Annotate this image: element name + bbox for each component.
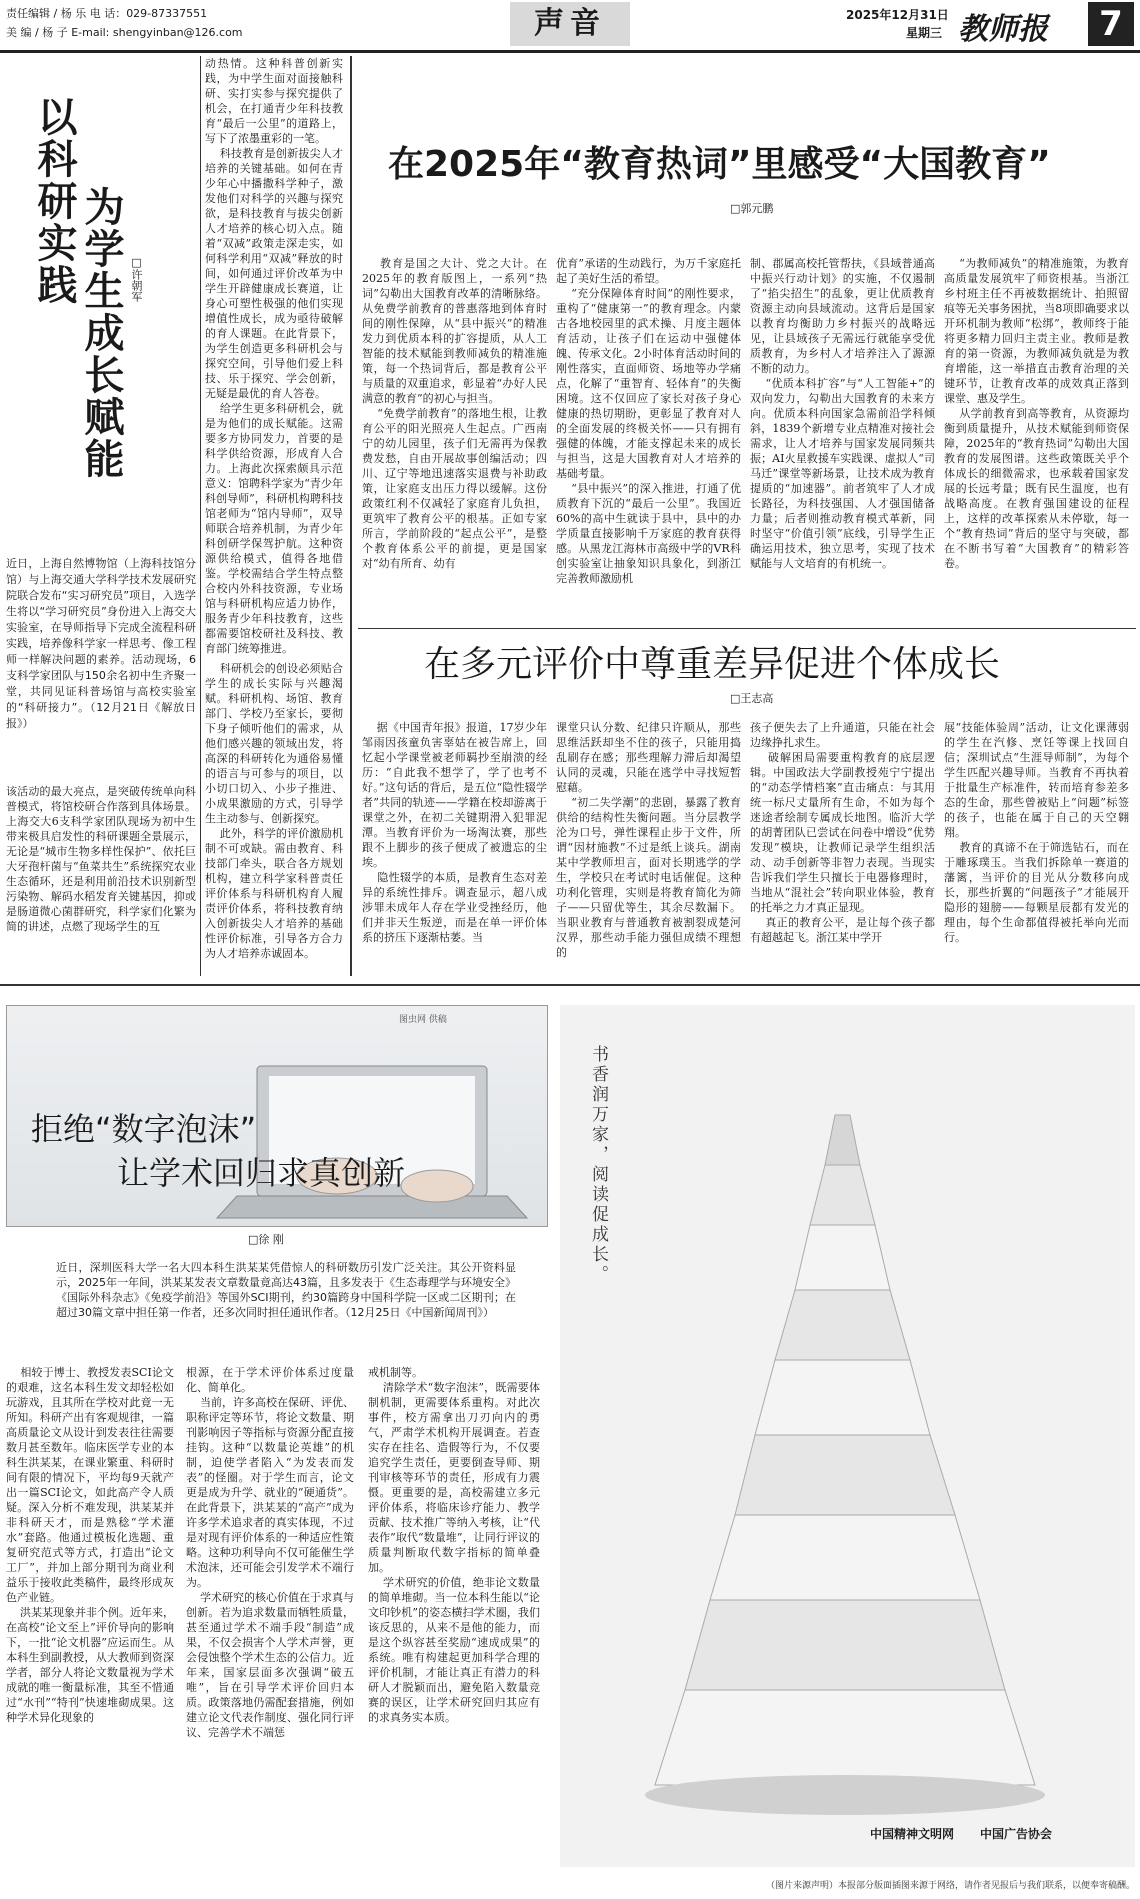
article1-lead: 近日，上海自然博物馆（上海科技馆分馆）与上海交通大学科学技术发展研究院联合发布“实习研究员”项目，入选学生将以“学习研究员”身份进入上海交大实验室，在导师指导下完成全流程科研实践，培养像科学家一样思考、像工程师一样解决问题的素养。活动现场，6支科学家团队与150余名初中生齐聚一堂，共同见证科普场馆与高校实验室的“科研接力”。（12月21日《解放日报》） bbox=[6, 557, 196, 730]
newspaper-logo: 教师报 bbox=[958, 12, 1048, 47]
article2-byline: □郭元鹏 bbox=[730, 202, 774, 215]
image-source-note: （图片来源声明）本报部分版面插图来源于网络，请作者见报后与我们联系，以便奉寄稿酬。 bbox=[765, 1881, 1135, 1891]
article3-title: 在多元评价中尊重差异促进个体成长 bbox=[424, 644, 1001, 685]
horizontal-divider-2 bbox=[0, 984, 1140, 986]
article1-title-b: 为学生成长赋能 bbox=[78, 186, 125, 480]
article1-col2: 该活动的最大亮点，是突破传统单向科普模式，将馆校研合作落到具体场景。上海交大6支科学家团队现场为初中生带来极具启发性的科研课题全景展示，无论是“城市生物多样性保护”、依托巨大牙孢杆菌与“鱼菜共生”系统探究农业生态循环，还是利用前沿技术识别新型污染物、解码水稻发育关键基因，抑或是肠道微心菌群研究，科学家们化繁为简的讲述，点燃了现场学生的互 bbox=[6, 785, 196, 933]
page-number: 7 bbox=[1088, 2, 1134, 46]
vertical-divider bbox=[350, 56, 352, 976]
article-digital-bubble bbox=[6, 1005, 546, 1895]
article3-col1: 据《中国青年报》报道，17岁少年邹雨因孩童负害辜姑在被告席上，回忆起小学课堂被老师羁抄至崩溃的经历：“自此我不想学了，学了也考不好。”这句话的背后，是五位“隐性辍学者”共同的轨迹——学籍在校却游离于课堂之外，在初二关键期滑入犯罪泥潭。当教育评价为一场淘汰赛，那些跟不上脚步的孩子便成了被遗忘的尘埃。 隐性辍学的本质，是教育生态对差异的系统性排斥。调查显示，超八成涉罪未成年人存在学业受挫经历，他们并非天生叛逆，而是在单一评价体系的挤压下逐渐枯萎。当 bbox=[362, 721, 547, 944]
article1-col4: 科研机会的创设必须贴合学生的成长实际与兴趣渴赋。科研机构、场馆、教育部门、学校乃至家长，要彻下身子倾听他们的需求，从他们感兴趣的领域出发，将高深的科研转化为通俗易懂的语言与可参与的项目，以小切口切入、小步子推进、小成果激励的方式，引导学生主动参与、创新探究。 此外，科学的评价激励机制不可或缺。需由教育、科技部门牵头，联合各方规划机构，建立科学家科普责任评价体系与科研机构育人履责评价体系，将科技教育纳入创新拔尖人才培养的基础性评价标准，引导各方合力为人才培养赤诚固本。 bbox=[205, 662, 343, 960]
article2-col3: 制、郡属高校托管帮扶，《县域普通高中振兴行动计划》的实施，不仅遏制了“掐尖招生”的乱象，更让优质教育资源主动向县域流动。这背后是国家以教育均衡助力乡村振兴的战略远见，让县域孩子无需远行就能享受优质教育，为乡村人才培养注入了源源不断的动力。 “优质本科扩容”与“人工智能+”的双向发力，勾勒出大国教育的未来方向。优质本科向国家急需前沿学科倾斜，1839个新增专业点精准对接社会需求，让人才培养与国家发展同频共振；AI火星救援车实践课、虚拟人“司马迁”课堂等新场景，让技术成为教育提质的“加速器”。前者筑牢了人才成长路径，为科技强国、人才强国储备力量；后者则推动教育模式革新，同时坚守“价值引领”底线，引导学生正确运用技术，独立思考，实现了技术赋能与人文培育的有机统一。 bbox=[750, 257, 935, 570]
editor-line: 责任编辑 / 杨 乐 电 话：029-87337551 bbox=[6, 7, 208, 20]
article1-title-a: 以科研实践 bbox=[31, 96, 78, 306]
photo-credit: 图虫网 供稿 bbox=[399, 1015, 447, 1025]
reading-poster bbox=[560, 1005, 1135, 1867]
article3-byline: □王志高 bbox=[730, 692, 774, 705]
illustration-laptop bbox=[6, 1005, 548, 1227]
book-tower-illustration bbox=[560, 1005, 1135, 1867]
article4-lead: 近日，深圳医科大学一名大四本科生洪某某凭借惊人的科研数历引发广泛关注。其公开资料显示，2025年一年间，洪某某发表文章数量竟高达43篇，且多发表于《生态毒理学与环境安全》《国际外科杂志》《免疫学前沿》等国外SCI期刊，约30篇跨身中国科学院一区或二区期刊；在超过30篇文章中担任第一作者，还多次同时担任通讯作者。（12月25日《中国新闻周刊》） bbox=[56, 1261, 516, 1319]
article4-title-a: 拒绝“数字泡沫” bbox=[31, 1110, 257, 1148]
article2-col1: 教育是国之大计、党之大计。在2025年的教育版图上，一系列“热词”勾勒出大国教育改革的清晰脉络。从免费学前教育的普惠落地到体育时间的刚性保障，从“县中振兴”的精准发力到优质本科的扩容提质，从人工智能的技术赋能到教师减负的精准施策，每一个热词背后，都是教育公平与质量的双重追求，彰显着“办好人民满意的教育”的初心与担当。 “免费学前教育”的落地生根，让教育公平的阳光照亮人生起点。广西南宁的幼儿园里，孩子们无需再为保教费发愁，自由开展故事创编活动；四川、辽宁等地迅速落实退费与补助政策，让家庭支出压力得以缓解。这份政策红利不仅减轻了家庭育儿负担，更筑牢了教育公平的根基。正如专家所言，学前阶段的“起点公平”，是整个教育体系公平的前提，更是国家对“幼有所育、幼有 bbox=[362, 257, 547, 570]
poster-org2: 中国广告协会 bbox=[980, 1827, 1053, 1841]
editor-info bbox=[6, 4, 243, 42]
article-science-practice bbox=[0, 56, 345, 976]
article2-col2: 优育”承诺的生动践行，为万千家庭托起了美好生活的希望。 “充分保障体育时间”的刚性要求，重构了“健康第一”的教育理念。内蒙古各地校园里的武术操、月度主题体育活动，让孩子们在运动中强健体魄、传承文化。2小时体育活动时间的刚性落实，直面师资、场地等办学痛点，化解了“重智育、轻体育”的失衡困境。这不仅回应了家长对孩子身心健康的热切期盼，更彰显了教育对人的全面发展的终极关怀——只有拥有强健的体魄，才能支撑起未来的成长与担当，这是大国教育对人才培养的基础考量。 “县中振兴”的深入推进，打通了优质教育下沉的“最后一公里”。我国近60%的高中生就读于县中，县中的办学质量直接影响千万家庭的教育获得感。从黑龙江海林市高级中学的VR科创实验室让抽象知识具象化，到浙江完善教师激励机 bbox=[556, 257, 741, 585]
article4-col3: 戒机制等。 清除学术“数字泡沫”，既需要体制机制，更需要体系重构。对此次事件，校方需拿出刀刃向内的勇气，严肃学术机构开展调查。若查实存在挂名、造假等行为，不仅要追究学生责任，更要倒查导师、期刊审核等环节的责任，形成有力震慑。更重要的是，高校需建立多元评价体系，将临床诊疗能力、教学贡献、技术推广等纳入考核，让“代表作”取代“数量堆”，让同行评议的质量判断取代数字指标的简单叠加。 学术研究的价值，绝非论文数量的简单堆砌。当一位本科生能以“论文印钞机”的姿态横扫学术圈，我们该反思的，从来不是他的能力，而是这个纵容甚至奖励“速成成果”的系统。唯有构建起更加科学合理的评价机制，才能让真正有潜力的科研人才脱颖而出，避免陷入数量竞赛的误区，让学术研究回归其应有的求真务实本质。 bbox=[368, 1366, 540, 1724]
article3-col2: 课堂只认分数、纪律只许顺从，那些思维活跃却坐不住的孩子，只能用捣乱刷存在感；那些理解力滞后却渴望认同的灵魂，只能在逃学中寻找短暂慰藉。 “初二失学潮”的悲剧，暴露了教育供给的结构性失衡问题。当分层教学沦为口号，弹性课程止步于文件，所谓“因材施教”不过是纸上谈兵。湖南某中学教师坦言，面对长期逃学的学生，学校只在考试时电话催促。这种功利化管理，实则是将教育简化为筛子——只留优等生，其余尽数漏下。当职业教育与普通教育被割裂成楚河汉界，那些动手能力强但成绩不理想的 bbox=[556, 721, 741, 959]
article3-col4: 展“技能体验周”活动，让文化课薄弱的学生在汽修、烹饪等课上找回自信；深圳试点“生涯导师制”，为每个学生匹配兴趣导师。当教育不再执着于批量生产标准件，转而培育参差多态的生命，那些曾被贴上“问题”标签的孩子，也能在属于自己的天空翱翔。 教育的真谛不在于筛选钻石，而在于雕琢璞玉。当我们拆除单一赛道的藩篱，当评价的目光从分数移向成长，那些折翼的“问题孩子”才能展开隐形的翅膀——每颗星辰都有发光的理由，每个生命都值得被托举向光而行。 bbox=[944, 721, 1129, 944]
issue-date bbox=[846, 6, 949, 42]
article4-col2: 根源，在于学术评价体系过度量化、简单化。 当前，许多高校在保研、评优、职称评定等环节，将论文数量、期刊影响因子等指标与资源分配直接挂钩。这种“以数量论英雄”的机制，迫使学者陷入“为发表而发表”的怪圈。对于学生而言，论文更是成为升学、就业的“硬通货”。在此背景下，洪某某的“高产”成为许多学术追求者的真实体现，不过是对现有评价体系的一种适应性策略。这种功利导向不仅可能催生学术泡沫，还可能会引发学术不端行为。 学术研究的核心价值在于求真与创新。若为追求数量而牺牲质量，甚至通过学术不端手段“制造”成果，不仅会损害个人学术声誉，更会侵蚀整个学术生态的公信力。近年来，国家层面多次强调“破五唯”，旨在引导学术评价回归本质。政策落地仍需配套措施，例如建立论文代表作制度、强化同行评议、完善学术不端惩 bbox=[186, 1366, 354, 1739]
poster-org1: 中国精神文明网 bbox=[870, 1827, 955, 1841]
article4-col1: 相较于博士、教授发表SCI论文的艰难，这名本科生发文却轻松如玩游戏，且其所在学校对此竟一无所知。科研产出有客观规律，一篇高质量论文从设计到发表往往需要数月甚至数年。临床医学专业的本科生洪某某，在课业繁重、科研时间有限的情况下，平均每9天就产出一篇SCI论文，如此高产令人质疑。深入分析不难发现，洪某某并非科研天才，而是熟稔“学术灌水”套路。他通过模板化选题、重复研究范式等方式，打造出“论文工厂”，并加上部分期刊为商业利益乐于接收此类稿件，最终形成灰色产业链。 洪某某现象并非个例。近年来，在高校“论文至上”评价导向的影响下，一批“论文机器”应运而生。从本科生到副教授，从大教师到资深学者，部分人将论文数量视为学术成就的唯一衡量标准，其至不惜通过“水刊”“特刊”快速堆砌成果。这种学术异化现象的 bbox=[6, 1366, 174, 1724]
article-education-keywords bbox=[358, 56, 1136, 626]
article3-col3: 孩子便失去了上升通道，只能在社会边缘挣扎求生。 破解困局需要重构教育的底层逻辑。中国政法大学副教授苑宁宁提出的“动态学情档案”直击痛点：与其用统一标尺丈量所有生命，不如为每个迷途者绘制专属成长地图。临沂大学的胡菁团队已尝试在问卷中增设“优势发现”模块，让教师记录学生组织活动、动手创新等非智力表现。当现实告诉我们学生只擅长于电器修理时，当地从“混社会”转向职业体验，教育的托举之力才真正显现。 真正的教育公平，是让每个孩子都有超越起飞。浙江某中学开 bbox=[750, 721, 935, 944]
article4-title-b: 让学术回归求真创新 bbox=[117, 1154, 406, 1192]
article2-col4: “为教师减负”的精准施策，为教育高质量发展筑牢了师资根基。当浙江乡村班主任不再被数据统计、拍照留痕等无关事务困扰，当8项即确要求以开环机制为教师“松绑”，教师终于能将更多精力回归主责主业。教师是教育的第一资源，为教师减负就是为教育增能，这一举措直击教育治理的关键环节，让教育改革的成效真正落到课堂、惠及学生。 从学前教育到高等教育，从资源均衡到质量提升，从技术赋能到师资保障，2025年的“教育热词”勾勒出大国教育的发展图谱。这些政策既关乎个体成长的细微需求，也承载着国家发展的长远考量；既有民生温度，也有战略高度。在教育强国建设的征程上，这样的改革探索从未停歇，每一个“教育热词”背后的坚守与突破，都在不断书写着“大国教育”的精彩答卷。 bbox=[944, 257, 1129, 570]
horizontal-divider bbox=[358, 628, 1136, 629]
weekday-text: 星期三 bbox=[906, 26, 943, 40]
masthead bbox=[0, 0, 1140, 53]
article-diverse-evaluation bbox=[358, 632, 1136, 977]
section-title: 声音 bbox=[510, 2, 630, 46]
column-divider bbox=[200, 56, 201, 976]
article1-col3: 动热情。这种科普创新实践，为中学生面对面接触科研、实打实参与探究提供了机会，在打通青少年科技教育“最后一公里”的道路上，写下了浓墨重彩的一笔。 科技教育是创新拔尖人才培养的关键基础。如何在青少年心中播撒科学种子，激发他们对科学的兴趣与探究欲，是科技教育与拔尖创新人才培养的核心切入点。随着“双减”政策走深走实，如何科学利用“双减”释放的时间，如何通过评价改革为中学生开辟健康成长赛道，让身心可塑性极强的他们实现增值性成长，成为亟待破解的育人课题。在此背景下，为学生创造更多科研机会与探究空间，引导他们爱上科技、乐于探究、学会创新，无疑是最优的育人答卷。 给学生更多科研机会，就是为他们的成长赋能。这需要多方协同发力，首要的是科学供给资源，形成育人合力。上海此次探索颇具示范意义：馆聘科学家为“青少年科创导师”，科研机构聘科技馆老师为“馆内导师”，双导师联合培养机制，为青少年科创研学保驾护航。这种资源供给模式，值得各地借鉴。学校需结合学生特点整合校内外科技资源，专业场馆与科研机构应适力协作，服务青少年科技教育，这些都需要馆校研社及科技、教育部门统筹推进。 bbox=[205, 57, 343, 655]
poster-slogan: 书香润万家，阅读促成长。 bbox=[588, 1045, 608, 1285]
date-text: 2025年12月31日 bbox=[846, 8, 949, 22]
designer-line: 美 编 / 杨 子 E-mail: shengyinban@126.com bbox=[6, 26, 243, 39]
article1-byline: □许朝军 bbox=[130, 256, 143, 302]
article4-byline: □徐 刚 bbox=[248, 1233, 284, 1246]
article2-title: 在2025年“教育热词”里感受“大国教育” bbox=[388, 144, 1051, 185]
